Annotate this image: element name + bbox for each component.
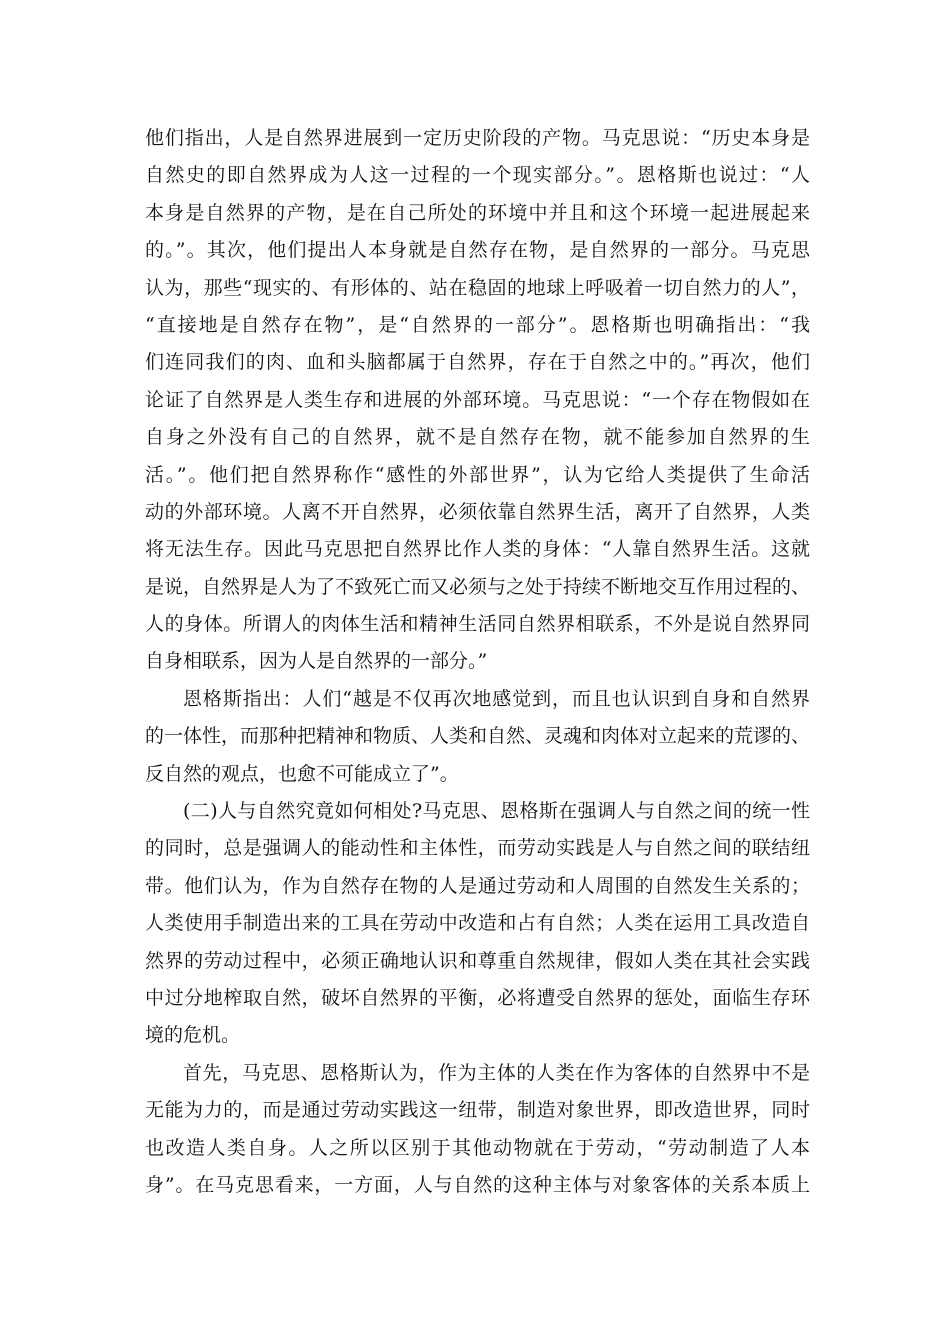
text-line: 的。”。其次，他们提出人本身就是自然存在物，是自然界的一部分。马克思 bbox=[145, 239, 810, 262]
text-line: 中过分地榨取自然，破坏自然界的平衡，必将遭受自然界的惩处，面临生存环 bbox=[145, 986, 810, 1009]
text-line: 自然史的即自然界成为人这一过程的一个现实部分。”。恩格斯也说过：“人 bbox=[145, 164, 810, 187]
text-line: 的一体性，而那种把精神和物质、人类和自然、灵魂和肉体对立起来的荒谬的、 bbox=[145, 725, 810, 748]
text-line: (二)人与自然究竟如何相处?马克思、恩格斯在强调人与自然之间的统一性 bbox=[183, 800, 810, 823]
text-line: 的同时，总是强调人的能动性和主体性，而劳动实践是人与自然之间的联结纽 bbox=[145, 837, 810, 860]
text-line: 恩格斯指出：人们“越是不仅再次地感觉到，而且也认识到自身和自然界 bbox=[183, 687, 810, 710]
text-line: 是说，自然界是人为了不致死亡而又必须与之处于持续不断地交互作用过程的、 bbox=[145, 575, 810, 598]
text-line: 活。”。他们把自然界称作“感性的外部世界”，认为它给人类提供了生命活 bbox=[145, 463, 810, 486]
text-line: 动的外部环境。人离不开自然界，必须依靠自然界生活，离开了自然界，人类 bbox=[145, 500, 810, 523]
text-line: 带。他们认为，作为自然存在物的人是通过劳动和人周围的自然发生关系的； bbox=[145, 874, 810, 897]
text-line: 论证了自然界是人类生存和进展的外部环境。马克思说：“一个存在物假如在 bbox=[145, 388, 810, 411]
paragraph-2 bbox=[145, 681, 810, 793]
text-line: 境的危机。 bbox=[145, 1024, 241, 1047]
text-line: 本身是自然界的产物，是在自己所处的环境中并且和这个环境一起进展起来 bbox=[145, 201, 810, 224]
text-line: 身”。在马克思看来，一方面，人与自然的这种主体与对象客体的关系本质上 bbox=[145, 1173, 810, 1196]
text-line: 将无法生存。因此马克思把自然界比作人类的身体：“人靠自然界生活。这就 bbox=[145, 538, 810, 561]
text-line: 然界的劳动过程中，必须正确地认识和尊重自然规律，假如人类在其社会实践 bbox=[145, 949, 810, 972]
paragraph-1 bbox=[145, 120, 810, 681]
text-line: 他们指出，人是自然界进展到一定历史阶段的产物。马克思说：“历史本身是 bbox=[145, 127, 810, 149]
text-line: 们连同我们的肉、血和头脑都属于自然界，存在于自然之中的。”再次，他们 bbox=[145, 351, 810, 374]
text-line: 自身相联系，因为人是自然界的一部分。” bbox=[145, 650, 488, 673]
text-line: 首先，马克思、恩格斯认为，作为主体的人类在作为客体的自然界中不是 bbox=[183, 1061, 810, 1084]
text-line: 人类使用手制造出来的工具在劳动中改造和占有自然；人类在运用工具改造自 bbox=[145, 912, 810, 935]
paragraph-3 bbox=[145, 793, 810, 1055]
text-line: 无能为力的，而是通过劳动实践这一纽带，制造对象世界，即改造世界，同时 bbox=[145, 1099, 810, 1122]
text-line: 反自然的观点，也愈不可能成立了”。 bbox=[145, 762, 459, 785]
text-line: 自身之外没有自己的自然界，就不是自然存在物，就不能参加自然界的生 bbox=[145, 426, 810, 449]
text-line: 人的身体。所谓人的肉体生活和精神生活同自然界相联系，不外是说自然界同 bbox=[145, 613, 810, 636]
text-line: “直接地是自然存在物”，是“自然界的一部分”。恩格斯也明确指出：“我 bbox=[145, 313, 810, 336]
document-body bbox=[145, 120, 810, 1204]
text-line: 也改造人类自身。人之所以区别于其他动物就在于劳动，“劳动制造了人本 bbox=[145, 1136, 810, 1159]
paragraph-4 bbox=[145, 1055, 810, 1205]
text-line: 认为，那些“现实的、有形体的、站在稳固的地球上呼吸着一切自然力的人”， bbox=[145, 276, 810, 299]
